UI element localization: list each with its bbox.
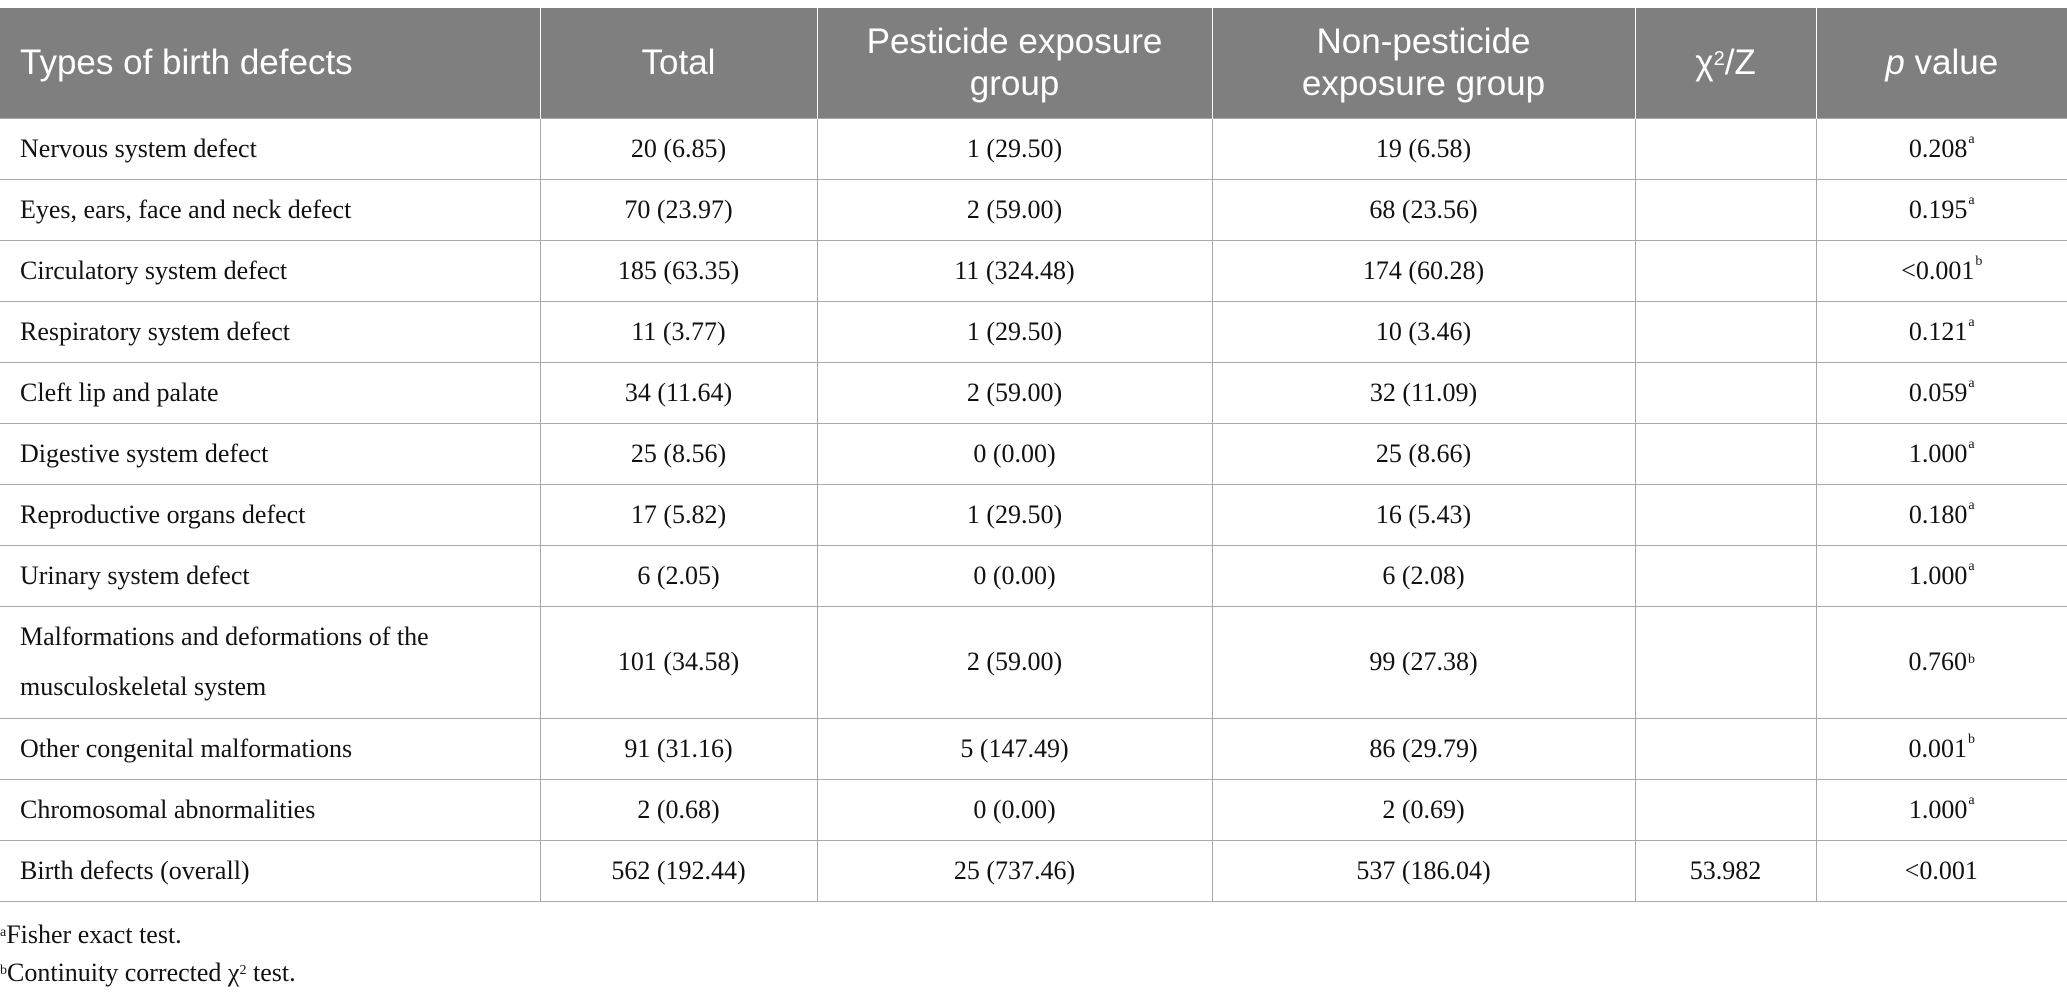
p-value: 0.760 — [1908, 647, 1967, 676]
cell-p — [1816, 545, 2067, 606]
cell-p — [1816, 606, 2067, 718]
table-row — [0, 484, 2067, 545]
cell-pesticide: 25 (737.46) — [817, 840, 1212, 901]
cell-total: 185 (63.35) — [540, 240, 817, 301]
footnote-a-text: Fisher exact test. — [6, 920, 182, 949]
cell-p — [1816, 301, 2067, 362]
cell-chi — [1635, 362, 1816, 423]
cell-chi — [1635, 779, 1816, 840]
footnote-b-text: Continuity corrected χ — [7, 958, 240, 987]
p-value: <0.001 — [1904, 855, 1978, 885]
cell-type: Digestive system defect — [0, 423, 540, 484]
table-row — [0, 779, 2067, 840]
header-chi-power: 2 — [1713, 47, 1725, 70]
header-p-value — [1816, 8, 2067, 118]
p-value: 0.195 — [1908, 194, 1968, 224]
cell-type: Cleft lip and palate — [0, 362, 540, 423]
cell-type — [0, 606, 540, 718]
cell-total: 20 (6.85) — [540, 118, 817, 179]
cell-type: Urinary system defect — [0, 545, 540, 606]
p-value: 0.121 — [1908, 316, 1968, 346]
cell-type-line2: musculoskeletal system — [20, 672, 267, 701]
table-row — [0, 179, 2067, 240]
cell-chi — [1635, 301, 1816, 362]
cell-type: Eyes, ears, face and neck defect — [0, 179, 540, 240]
table-row — [0, 606, 2067, 718]
cell-chi — [1635, 484, 1816, 545]
header-pesticide-line2: group — [969, 63, 1060, 103]
cell-pesticide: 5 (147.49) — [817, 718, 1212, 779]
cell-type: Nervous system defect — [0, 118, 540, 179]
table-row — [0, 423, 2067, 484]
cell-pesticide: 2 (59.00) — [817, 179, 1212, 240]
cell-pesticide: 2 (59.00) — [817, 606, 1212, 718]
p-value: 0.001 — [1908, 733, 1967, 763]
cell-total: 6 (2.05) — [540, 545, 817, 606]
header-nonpesticide-line2: exposure group — [1301, 63, 1546, 103]
birth-defects-table-container — [0, 8, 2067, 902]
cell-pesticide: 0 (0.00) — [817, 779, 1212, 840]
footnote-b-power: 2 — [239, 963, 247, 978]
header-chi-symbol: χ — [1695, 42, 1714, 82]
cell-type: Chromosomal abnormalities — [0, 779, 540, 840]
footnote-a-mark: a — [0, 925, 7, 940]
cell-pesticide: 0 (0.00) — [817, 423, 1212, 484]
cell-chi — [1635, 718, 1816, 779]
cell-nonpesticide: 86 (29.79) — [1212, 718, 1635, 779]
footnote-b-text-end: test. — [246, 958, 296, 987]
footnote-b-mark: b — [0, 963, 7, 978]
p-note-mark: b — [1968, 652, 1975, 667]
table-header — [0, 8, 2067, 118]
p-note-mark: b — [1968, 731, 1975, 747]
cell-pesticide: 11 (324.48) — [817, 240, 1212, 301]
p-note-mark: a — [1968, 131, 1975, 147]
cell-p — [1816, 718, 2067, 779]
cell-p — [1816, 179, 2067, 240]
table-footnotes — [0, 916, 296, 992]
table-row — [0, 545, 2067, 606]
cell-nonpesticide: 10 (3.46) — [1212, 301, 1635, 362]
table-row — [0, 301, 2067, 362]
header-pesticide-line1: Pesticide exposure — [866, 21, 1163, 61]
p-value: <0.001 — [1901, 255, 1975, 285]
table-row — [0, 840, 2067, 901]
cell-total: 11 (3.77) — [540, 301, 817, 362]
header-total: Total — [540, 8, 817, 118]
birth-defects-table — [0, 8, 2067, 902]
cell-p — [1816, 840, 2067, 901]
cell-pesticide: 1 (29.50) — [817, 484, 1212, 545]
p-note-mark: a — [1968, 497, 1975, 513]
p-value: 1.000 — [1908, 794, 1968, 824]
cell-total: 2 (0.68) — [540, 779, 817, 840]
cell-chi — [1635, 118, 1816, 179]
p-value: 0.208 — [1908, 133, 1968, 163]
cell-pesticide: 2 (59.00) — [817, 362, 1212, 423]
header-row — [0, 8, 2067, 118]
cell-type: Circulatory system defect — [0, 240, 540, 301]
cell-chi — [1635, 606, 1816, 718]
cell-total: 562 (192.44) — [540, 840, 817, 901]
cell-nonpesticide: 537 (186.04) — [1212, 840, 1635, 901]
cell-nonpesticide: 16 (5.43) — [1212, 484, 1635, 545]
cell-chi: 53.982 — [1635, 840, 1816, 901]
cell-p — [1816, 362, 2067, 423]
cell-type: Reproductive organs defect — [0, 484, 540, 545]
cell-nonpesticide: 19 (6.58) — [1212, 118, 1635, 179]
cell-nonpesticide: 6 (2.08) — [1212, 545, 1635, 606]
cell-nonpesticide: 32 (11.09) — [1212, 362, 1635, 423]
cell-type: Respiratory system defect — [0, 301, 540, 362]
cell-pesticide: 1 (29.50) — [817, 301, 1212, 362]
cell-p — [1816, 423, 2067, 484]
p-value: 0.180 — [1908, 499, 1968, 529]
table-body — [0, 118, 2067, 901]
cell-chi — [1635, 240, 1816, 301]
cell-chi — [1635, 423, 1816, 484]
header-p-symbol: p — [1885, 42, 1905, 82]
p-note-mark: b — [1975, 253, 1983, 269]
cell-nonpesticide: 25 (8.66) — [1212, 423, 1635, 484]
p-note-mark: a — [1968, 314, 1975, 330]
p-note-mark: a — [1968, 436, 1975, 452]
footnote-a — [0, 916, 296, 954]
p-value: 1.000 — [1908, 560, 1968, 590]
cell-total: 70 (23.97) — [540, 179, 817, 240]
cell-type: Birth defects (overall) — [0, 840, 540, 901]
table-row — [0, 240, 2067, 301]
header-nonpesticide-line1: Non-pesticide — [1316, 21, 1531, 61]
p-note-mark: a — [1968, 792, 1975, 808]
cell-total: 25 (8.56) — [540, 423, 817, 484]
cell-type-line1: Malformations and deformations of the — [20, 622, 429, 651]
cell-nonpesticide: 68 (23.56) — [1212, 179, 1635, 240]
cell-total: 101 (34.58) — [540, 606, 817, 718]
cell-type: Other congenital malformations — [0, 718, 540, 779]
cell-chi — [1635, 545, 1816, 606]
p-value: 0.059 — [1908, 377, 1968, 407]
cell-nonpesticide: 2 (0.69) — [1212, 779, 1635, 840]
header-pesticide-group — [817, 8, 1212, 118]
cell-p — [1816, 484, 2067, 545]
table-row — [0, 362, 2067, 423]
cell-nonpesticide: 99 (27.38) — [1212, 606, 1635, 718]
p-note-mark: a — [1968, 375, 1975, 391]
header-chi-rest: /Z — [1724, 42, 1756, 82]
header-nonpesticide-group — [1212, 8, 1635, 118]
footnote-b — [0, 954, 296, 992]
cell-total: 34 (11.64) — [540, 362, 817, 423]
p-note-mark: a — [1968, 192, 1975, 208]
cell-pesticide: 1 (29.50) — [817, 118, 1212, 179]
cell-total: 91 (31.16) — [540, 718, 817, 779]
cell-total: 17 (5.82) — [540, 484, 817, 545]
header-p-rest: value — [1904, 42, 1999, 82]
header-chi-z — [1635, 8, 1816, 118]
cell-nonpesticide: 174 (60.28) — [1212, 240, 1635, 301]
p-note-mark: a — [1968, 558, 1975, 574]
cell-p — [1816, 118, 2067, 179]
cell-p — [1816, 779, 2067, 840]
cell-p — [1816, 240, 2067, 301]
cell-pesticide: 0 (0.00) — [817, 545, 1212, 606]
table-row — [0, 118, 2067, 179]
table-row — [0, 718, 2067, 779]
header-types: Types of birth defects — [0, 8, 540, 118]
cell-chi — [1635, 179, 1816, 240]
p-value: 1.000 — [1908, 438, 1968, 468]
